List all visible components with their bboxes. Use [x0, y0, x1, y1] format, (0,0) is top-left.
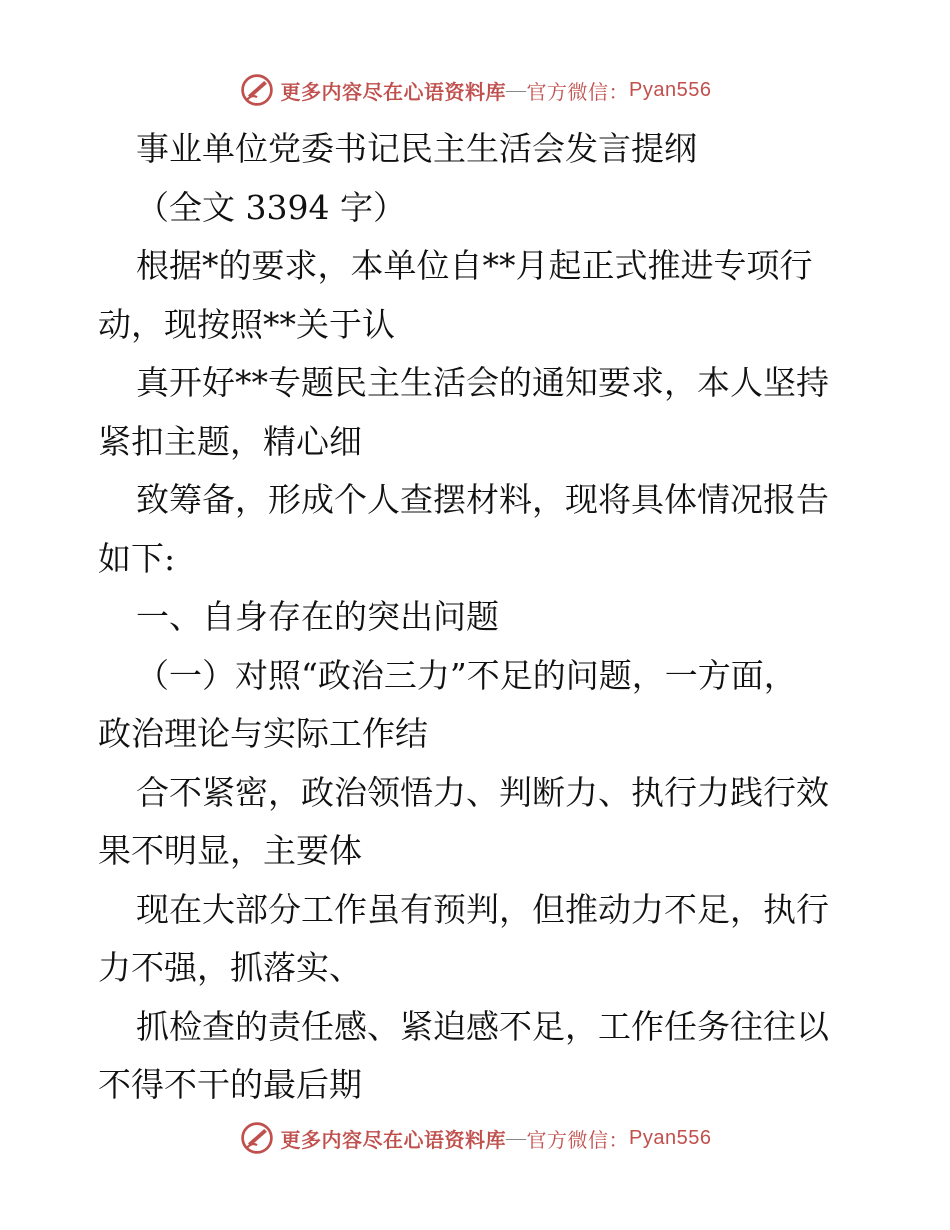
banner-wechat-id: Pyan556: [629, 78, 712, 101]
banner-wechat-label: 官方微信：: [526, 81, 630, 104]
document-title: 事业单位党委书记民主生活会发言提纲: [136, 129, 697, 168]
text-line: 力不强，抓落实、: [98, 948, 362, 987]
text-line: （一）对照“政治三力”不足的问题，一方面，: [136, 655, 797, 695]
brand-logo-icon: [239, 72, 275, 108]
word-count: （全文 3394 字）: [136, 187, 406, 227]
text-line: 现在大部分工作虽有预判，但推动力不足，执行: [136, 889, 829, 929]
header-banner: [0, 70, 950, 110]
text-line: 动，现按照**关于认: [98, 304, 395, 344]
text-line: 合不紧密，政治领悟力、判断力、执行力践行效: [136, 772, 829, 812]
banner-wechat-label: 官方微信：: [526, 1129, 630, 1152]
footer-banner: [0, 1118, 950, 1158]
text-line: 真开好**专题民主生活会的通知要求，本人坚持: [136, 363, 829, 402]
banner-main-text: 更多内容尽在心语资料库: [280, 81, 507, 104]
text-line: 如下:: [98, 538, 176, 578]
paragraph-lines: [98, 237, 858, 1115]
banner-wechat-id: Pyan556: [629, 1126, 712, 1149]
text-line: 根据*的要求，本单位自**月起正式推进专项行: [136, 246, 813, 285]
text-line: 致筹备，形成个人查摆材料，现将具体情况报告: [136, 480, 829, 519]
text-line: 紧扣主题，精心细: [98, 421, 362, 461]
text-line: 不得不干的最后期: [98, 1065, 362, 1104]
brand-logo-icon: [239, 1120, 275, 1156]
text-line: 政治理论与实际工作结: [98, 714, 428, 753]
banner-separator: —: [506, 78, 527, 101]
text-line: 抓检查的责任感、紧迫感不足，工作任务往往以: [136, 1006, 829, 1046]
text-line: 果不明显，主要体: [98, 831, 362, 870]
banner-main-text: 更多内容尽在心语资料库: [280, 1129, 507, 1152]
text-line: 一、自身存在的突出问题: [136, 597, 499, 636]
banner-separator: —: [506, 1126, 527, 1149]
document-body: [98, 120, 858, 1115]
